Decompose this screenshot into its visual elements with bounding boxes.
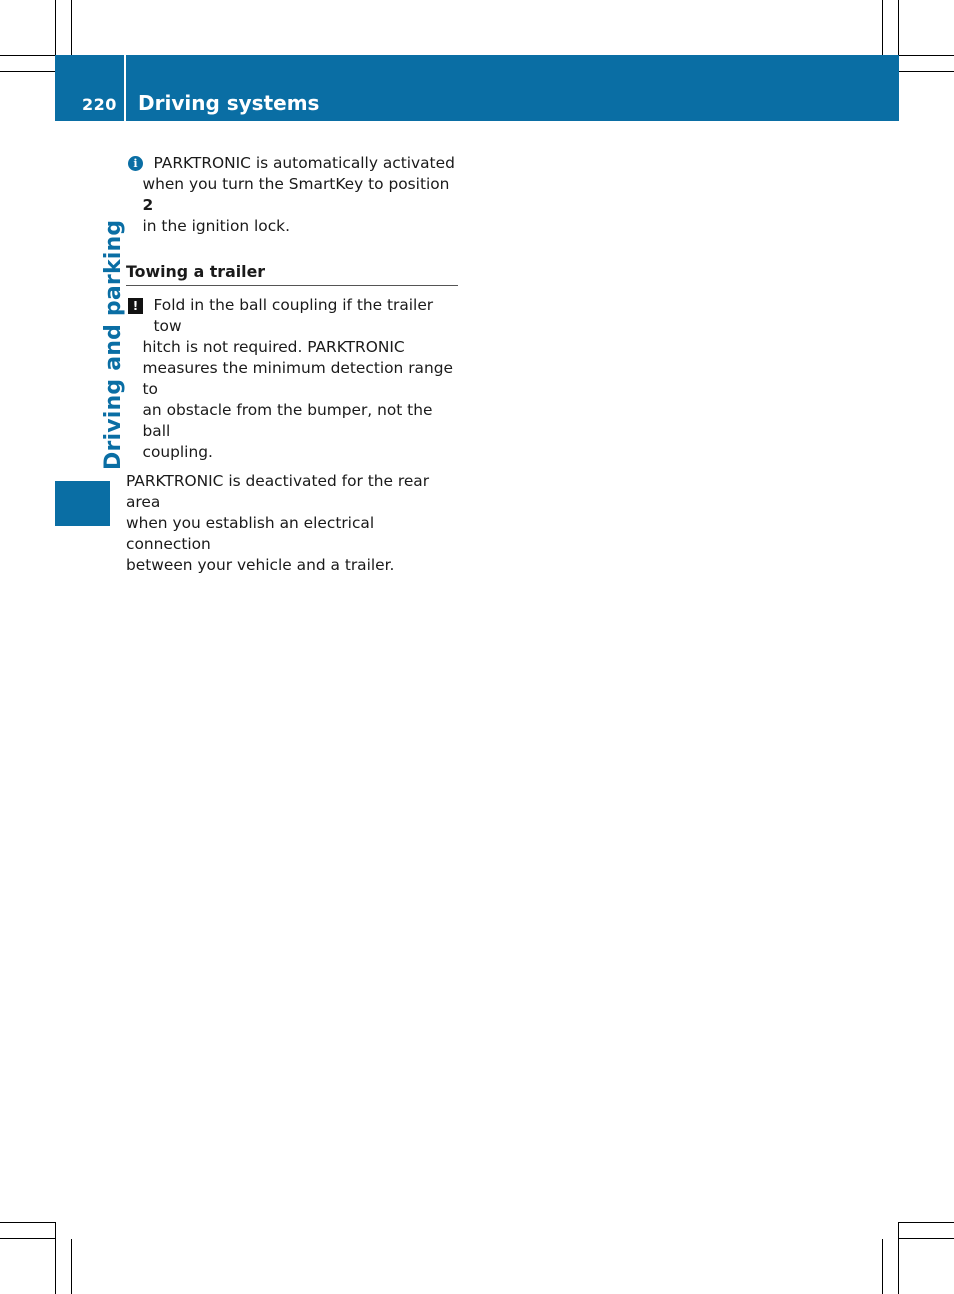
crop-mark — [899, 1238, 954, 1239]
info-note-line: PARKTRONIC is automatically activated — [153, 154, 455, 172]
warning-note — [126, 295, 458, 463]
crop-mark — [899, 55, 954, 56]
crop-mark — [882, 0, 883, 55]
warning-note-line: hitch is not required. PARKTRONIC — [142, 338, 405, 356]
warning-note-line: Fold in the ball coupling if the trailer tow — [153, 296, 434, 335]
warning-note-line: an obstacle from the bumper, not the ball — [142, 401, 433, 440]
crop-mark — [898, 0, 899, 55]
page-title: Driving systems — [138, 91, 320, 115]
body-paragraph — [126, 471, 458, 576]
warning-note-line: coupling. — [142, 443, 213, 461]
paragraph-line: between your vehicle and a trailer. — [126, 556, 395, 574]
crop-mark — [71, 0, 72, 55]
info-icon: i — [128, 156, 143, 171]
side-tab-marker — [55, 481, 110, 526]
crop-mark — [899, 1222, 954, 1223]
crop-mark — [0, 71, 55, 72]
paragraph-line: PARKTRONIC is deactivated for the rear area — [126, 472, 430, 511]
exclamation-icon: ! — [128, 298, 143, 314]
crop-mark — [71, 1239, 72, 1294]
crop-mark — [55, 1222, 56, 1294]
crop-mark — [0, 1238, 55, 1239]
crop-mark — [55, 0, 56, 55]
info-note — [126, 153, 458, 237]
main-content — [126, 153, 458, 576]
crop-mark — [898, 1222, 899, 1294]
crop-mark — [882, 1239, 883, 1294]
page-number: 220 — [82, 95, 117, 114]
header-bar — [55, 55, 899, 121]
crop-mark — [0, 55, 55, 56]
position-number: 2 — [142, 196, 154, 214]
info-note-line: when you turn the SmartKey to position 2 — [142, 175, 450, 214]
side-tab-label: Driving and parking — [101, 219, 126, 470]
info-note-line: in the ignition lock. — [142, 217, 290, 235]
section-heading: Towing a trailer — [126, 261, 458, 286]
crop-mark — [0, 1222, 55, 1223]
crop-mark — [899, 71, 954, 72]
paragraph-line: when you establish an electrical connection — [126, 514, 375, 553]
header-divider — [124, 55, 126, 121]
warning-note-line: measures the minimum detection range to — [142, 359, 453, 398]
